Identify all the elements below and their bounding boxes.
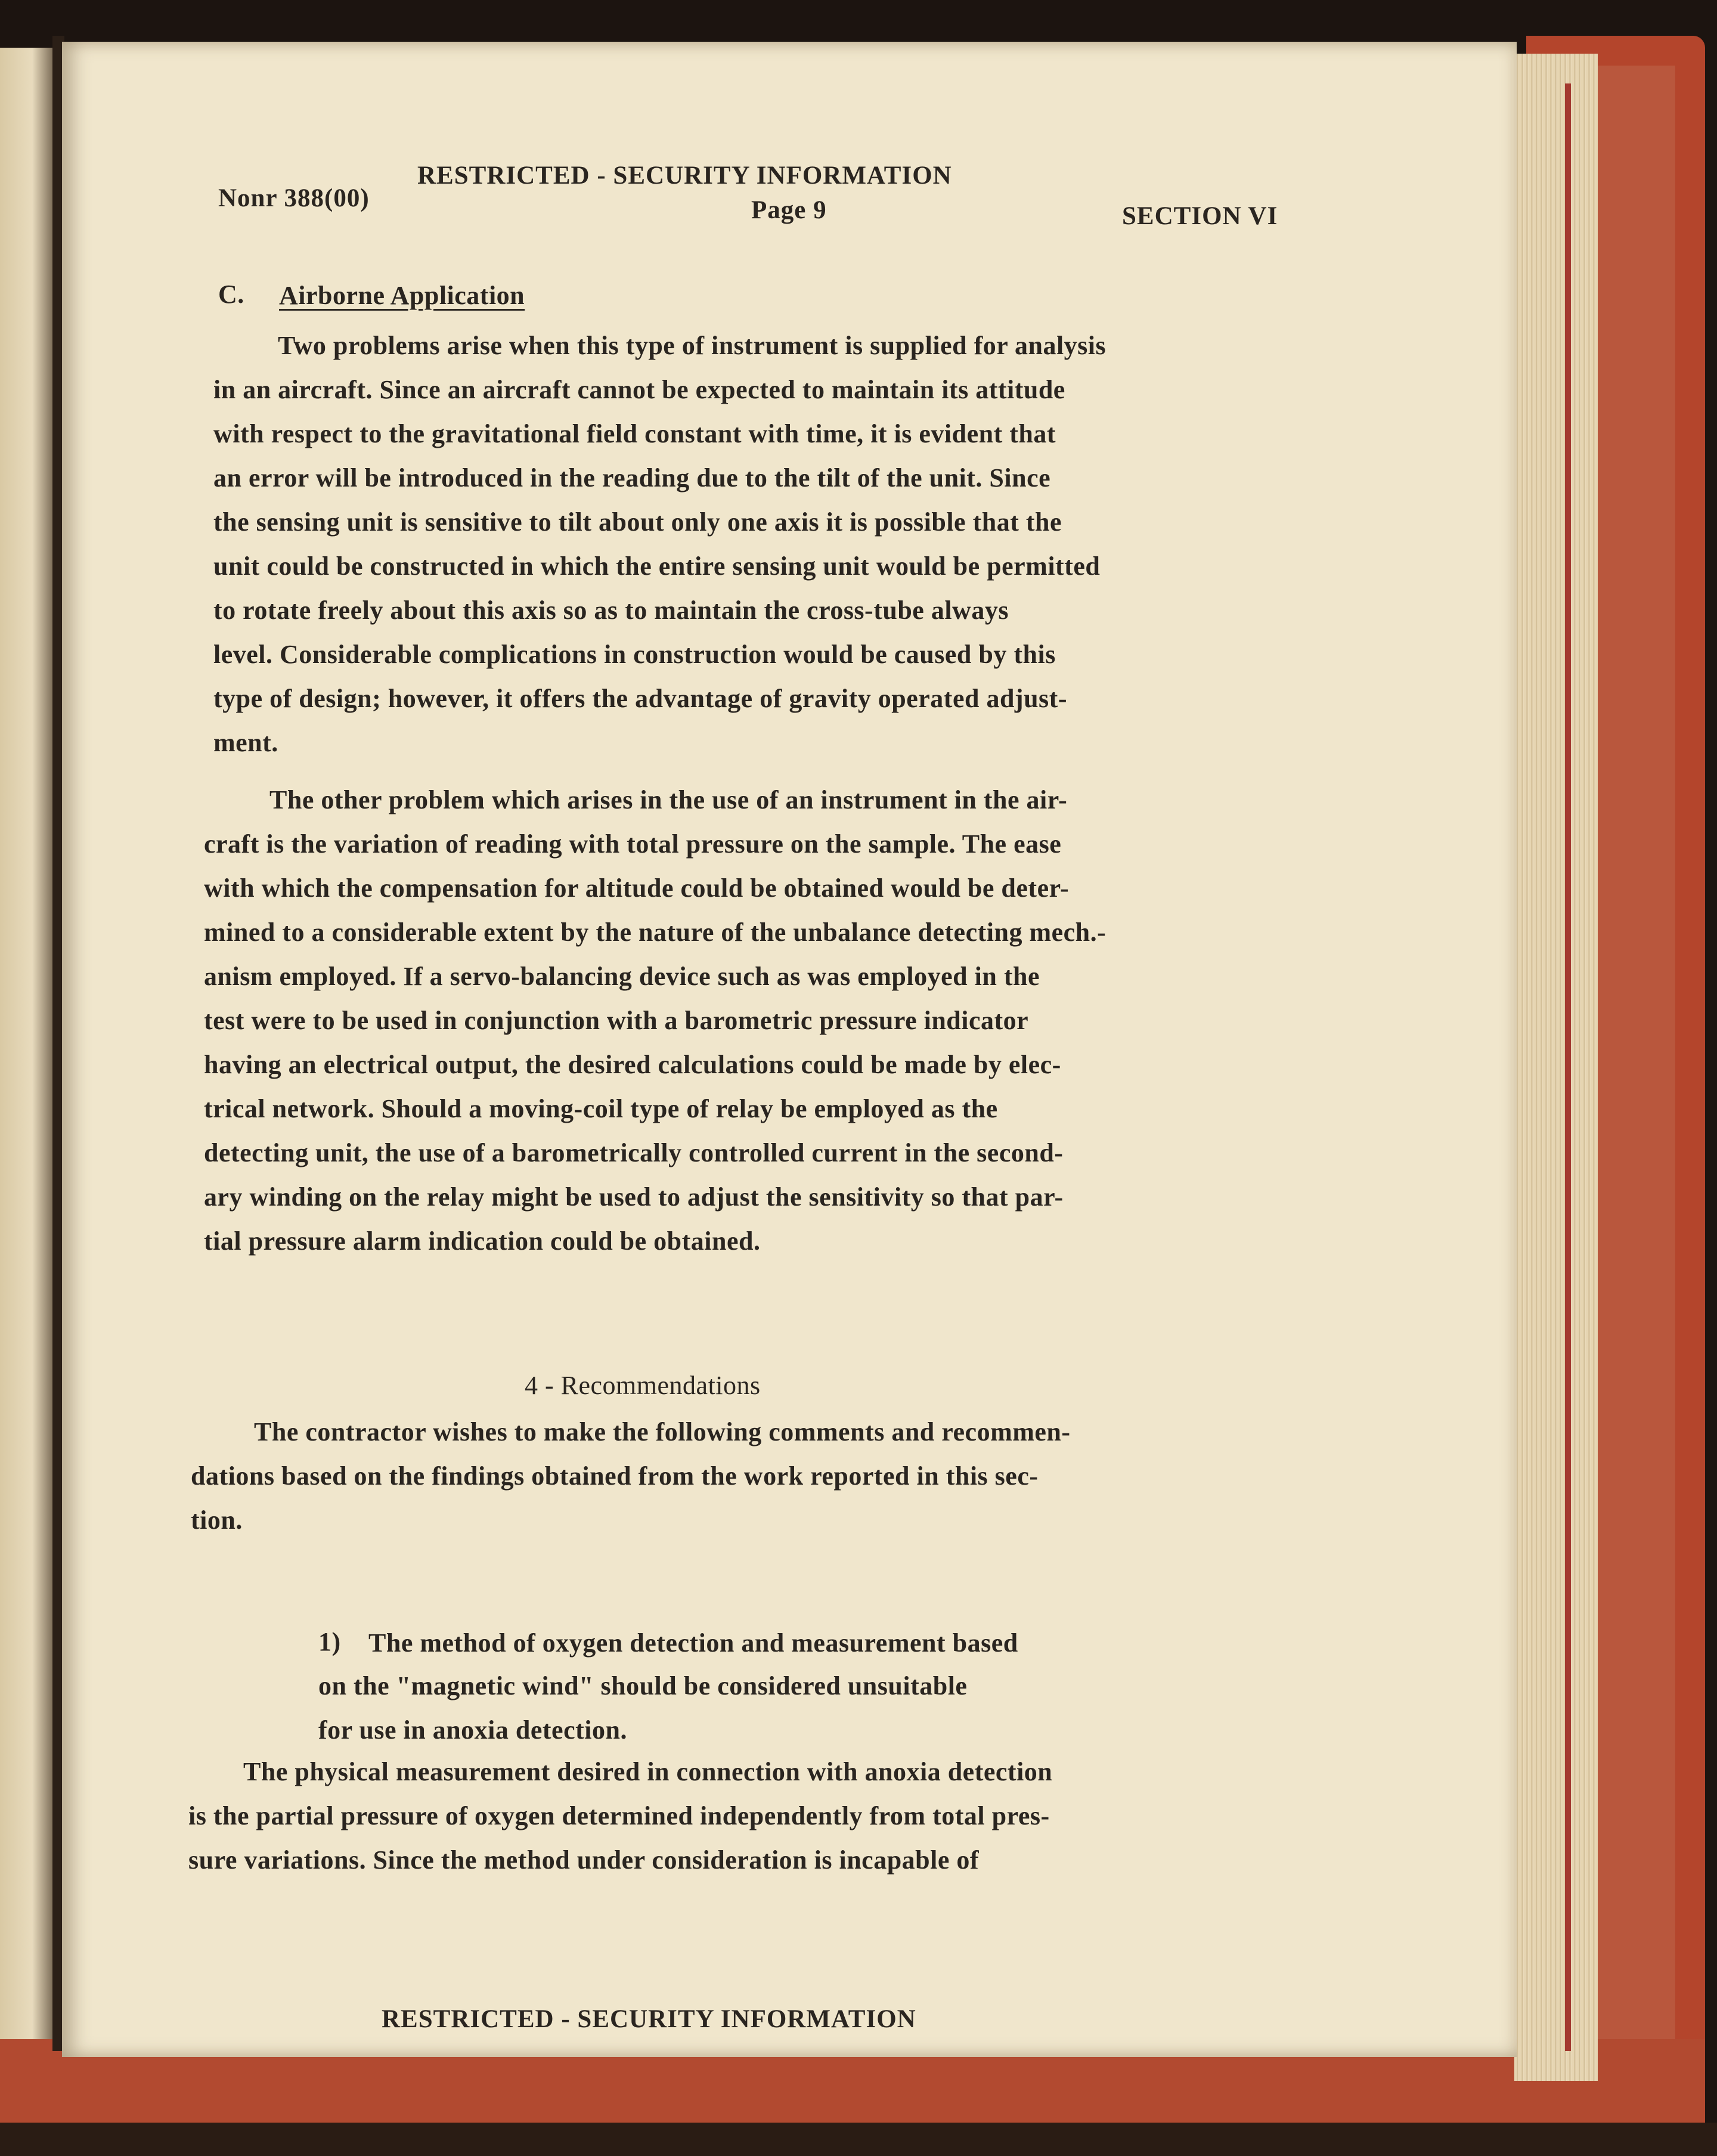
list-item-number: 1) <box>318 1627 341 1656</box>
paragraph-line: ary winding on the relay might be used to adjust the sensitivity so that par- <box>204 1182 1064 1212</box>
paragraph-line: The contractor wishes to make the following comments and recommen- <box>254 1417 1071 1446</box>
contract-number: Nonr 388(00) <box>218 184 370 212</box>
paragraph-line: The other problem which arises in the use of an instrument in the air- <box>269 785 1068 814</box>
previous-page-edge <box>0 48 54 2039</box>
paragraph-line: Two problems arise when this type of instrument is supplied for analysis <box>278 331 1107 360</box>
list-item-line: The method of oxygen detection and measurement based <box>368 1628 1018 1658</box>
classification-footer: RESTRICTED - SECURITY INFORMATION <box>382 2005 916 2033</box>
paragraph-line: dations based on the findings obtained from the work reported in this sec- <box>191 1461 1039 1491</box>
paragraph-line: sure variations. Since the method under consideration is incapable of <box>188 1845 980 1875</box>
paragraph-line: with respect to the gravitational field constant with time, it is evident that <box>213 419 1056 448</box>
paragraph-line: level. Considerable complications in construction would be caused by this <box>213 640 1056 669</box>
paragraph-line: is the partial pressure of oxygen determined independently from total pres- <box>188 1801 1050 1830</box>
paragraph-line: craft is the variation of reading with total pressure on the sample. The ease <box>204 829 1062 859</box>
list-item-line: on the "magnetic wind" should be considered unsuitable <box>318 1671 968 1700</box>
section-label: SECTION VI <box>1122 202 1278 230</box>
paragraph-line: in an aircraft. Since an aircraft cannot be expected to maintain its attitude <box>213 375 1065 404</box>
paragraph-line: tion. <box>191 1506 243 1535</box>
document-page <box>62 42 1517 2057</box>
paragraph-line: unit could be constructed in which the entire sensing unit would be permitted <box>213 552 1101 581</box>
page-edges <box>1514 54 1598 2081</box>
paragraph-line: test were to be used in conjunction with a barometric pressure indicator <box>204 1006 1029 1035</box>
background-shadow <box>0 2123 1717 2156</box>
paragraph-line: the sensing unit is sensitive to tilt about only one axis it is possible that the <box>213 507 1062 537</box>
paragraph-line: to rotate freely about this axis so as to maintain the cross-tube always <box>213 596 1009 625</box>
paragraph-line: The physical measurement desired in connection with anoxia detection <box>243 1757 1053 1786</box>
list-item-line: for use in anoxia detection. <box>318 1715 627 1745</box>
paragraph-line: an error will be introduced in the reading due to the tilt of the unit. Since <box>213 463 1051 492</box>
paragraph-line: detecting unit, the use of a barometrically controlled current in the second- <box>204 1138 1064 1167</box>
paragraph-line: type of design; however, it offers the advantage of gravity operated adjust- <box>213 684 1067 713</box>
binding-ribbon <box>1565 83 1571 2051</box>
section-letter: C. <box>218 280 244 309</box>
paragraph-line: anism employed. If a servo-balancing device such as was employed in the <box>204 962 1040 991</box>
paragraph-line: with which the compensation for altitude could be obtained would be deter- <box>204 873 1070 903</box>
paragraph-line: ment. <box>213 728 278 757</box>
section-heading: Airborne Application <box>279 281 525 310</box>
paragraph-line: tial pressure alarm indication could be obtained. <box>204 1226 761 1256</box>
paragraph-line: trical network. Should a moving-coil type of relay be employed as the <box>204 1094 998 1123</box>
page-number: Page 9 <box>751 196 827 224</box>
paragraph-line: having an electrical output, the desired calculations could be made by elec- <box>204 1050 1061 1079</box>
classification-header: RESTRICTED - SECURITY INFORMATION <box>417 162 952 190</box>
paragraph-line: mined to a considerable extent by the nature of the unbalance detecting mech.- <box>204 918 1107 947</box>
recommendations-heading: 4 - Recommendations <box>525 1371 761 1400</box>
